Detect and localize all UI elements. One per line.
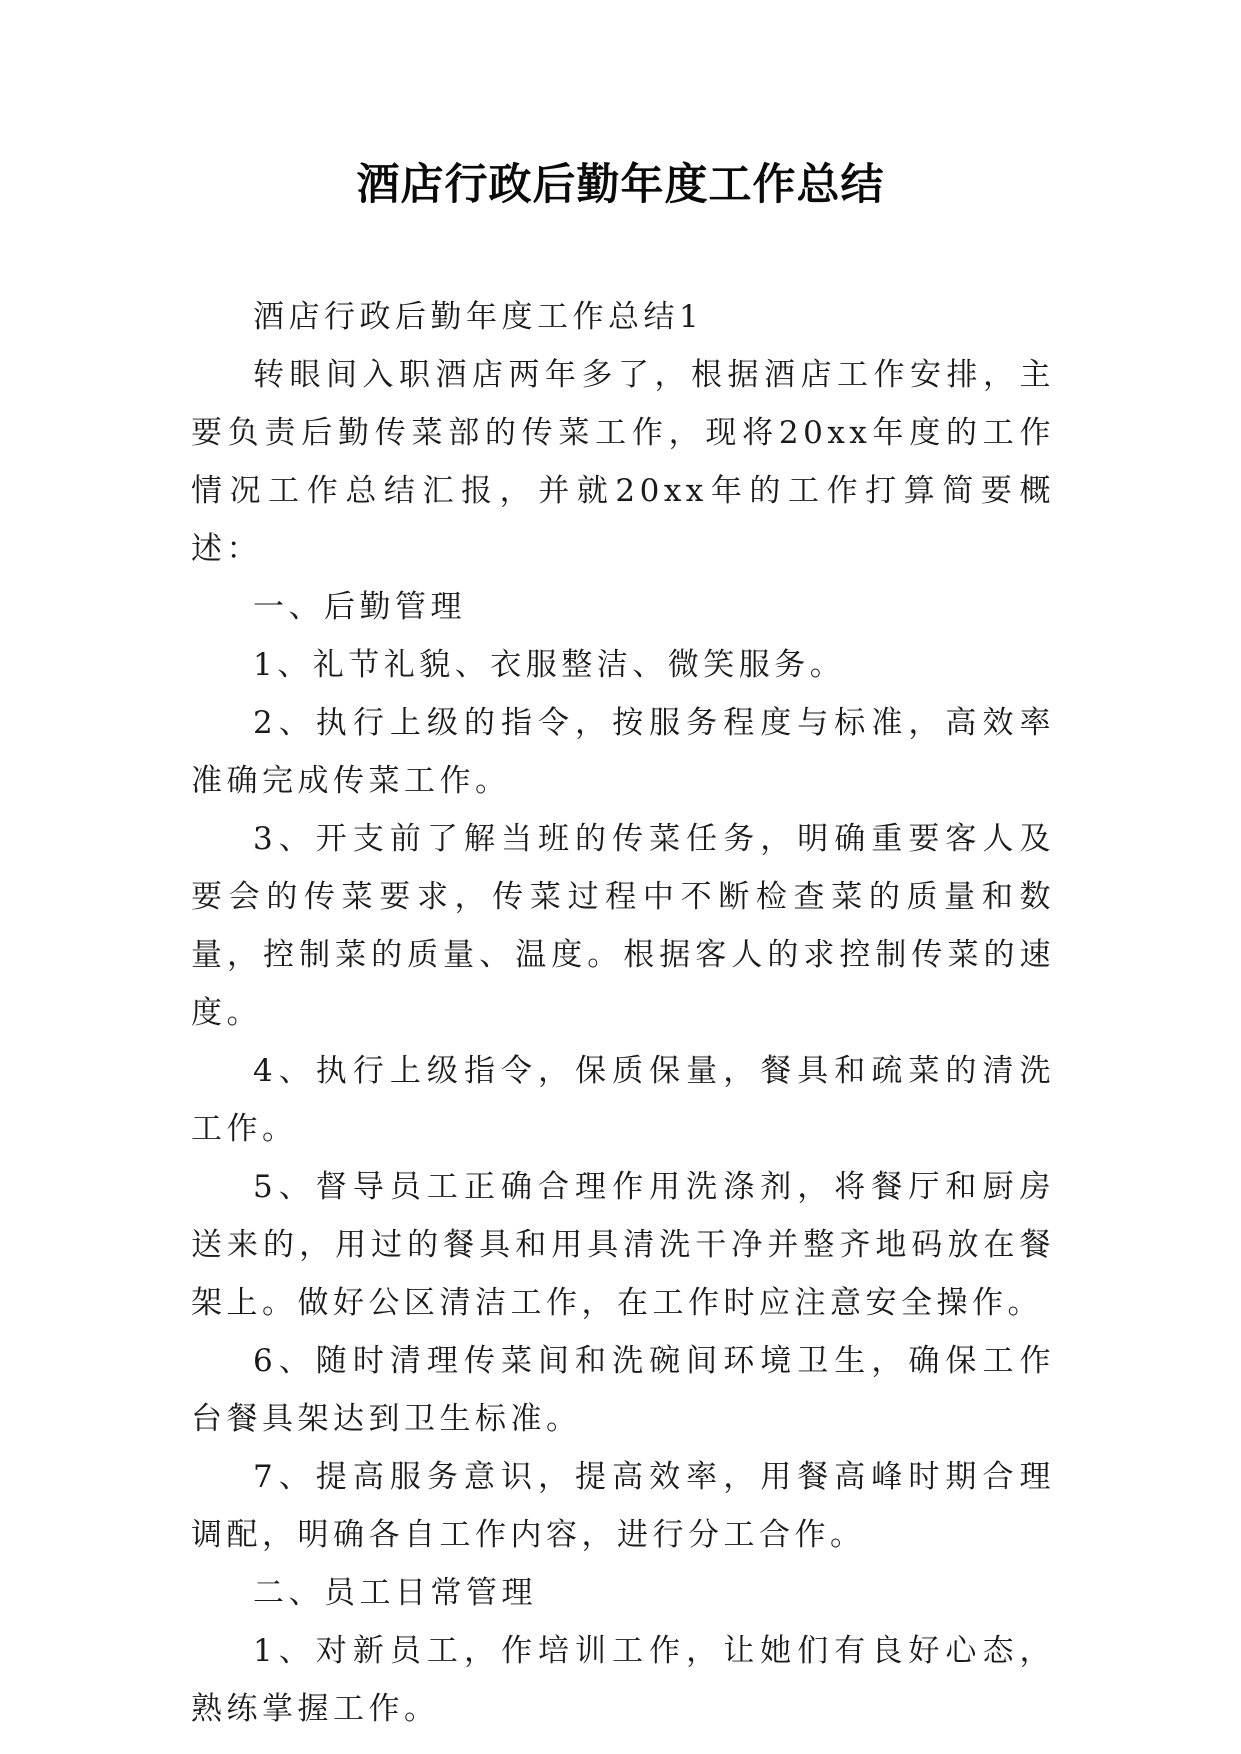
section-heading-logistics: 一、后勤管理 xyxy=(253,589,466,625)
paragraph-item-7: 7、提高服务意识，提高效率，用餐高峰时期合理调配，明确各自工作内容，进行分工合作。 xyxy=(191,1459,1055,1553)
paragraph-subtitle: 酒店行政后勤年度工作总结1 xyxy=(253,299,704,335)
paragraph-item-5: 5、督导员工正确合理作用洗涤剂，将餐厅和厨房送来的，用过的餐具和用具清洗干净并整齐地码放在餐架上。做好公区清洁工作，在工作时应注意安全操作。 xyxy=(191,1169,1055,1321)
paragraph-item-2: 2、执行上级的指令，按服务程度与标准，高效率准确完成传菜工作。 xyxy=(191,705,1055,799)
section-heading-staff: 二、员工日常管理 xyxy=(253,1575,537,1611)
paragraph-item-3: 3、开支前了解当班的传菜任务，明确重要客人及要会的传菜要求，传菜过程中不断检查菜的质量和数量，控制菜的质量、温度。根据客人的求控制传菜的速度。 xyxy=(191,821,1055,1031)
document-title: 酒店行政后勤年度工作总结 xyxy=(356,160,885,210)
document-body xyxy=(191,288,1055,1738)
paragraph-item-6: 6、随时清理传菜间和洗碗间环境卫生，确保工作台餐具架达到卫生标准。 xyxy=(191,1343,1055,1437)
paragraph-staff-item-1: 1、对新员工，作培训工作，让她们有良好心态，熟练掌握工作。 xyxy=(191,1633,1055,1727)
paragraph-item-1: 1、礼节礼貌、衣服整洁、微笑服务。 xyxy=(253,647,846,683)
paragraph-intro: 转眼间入职酒店两年多了，根据酒店工作安排，主要负责后勤传菜部的传菜工作，现将20xx年度的工作情况工作总结汇报，并就20xx年的工作打算简要概述： xyxy=(191,357,1055,567)
paragraph-item-4: 4、执行上级指令，保质保量，餐具和疏菜的清洗工作。 xyxy=(191,1053,1055,1147)
